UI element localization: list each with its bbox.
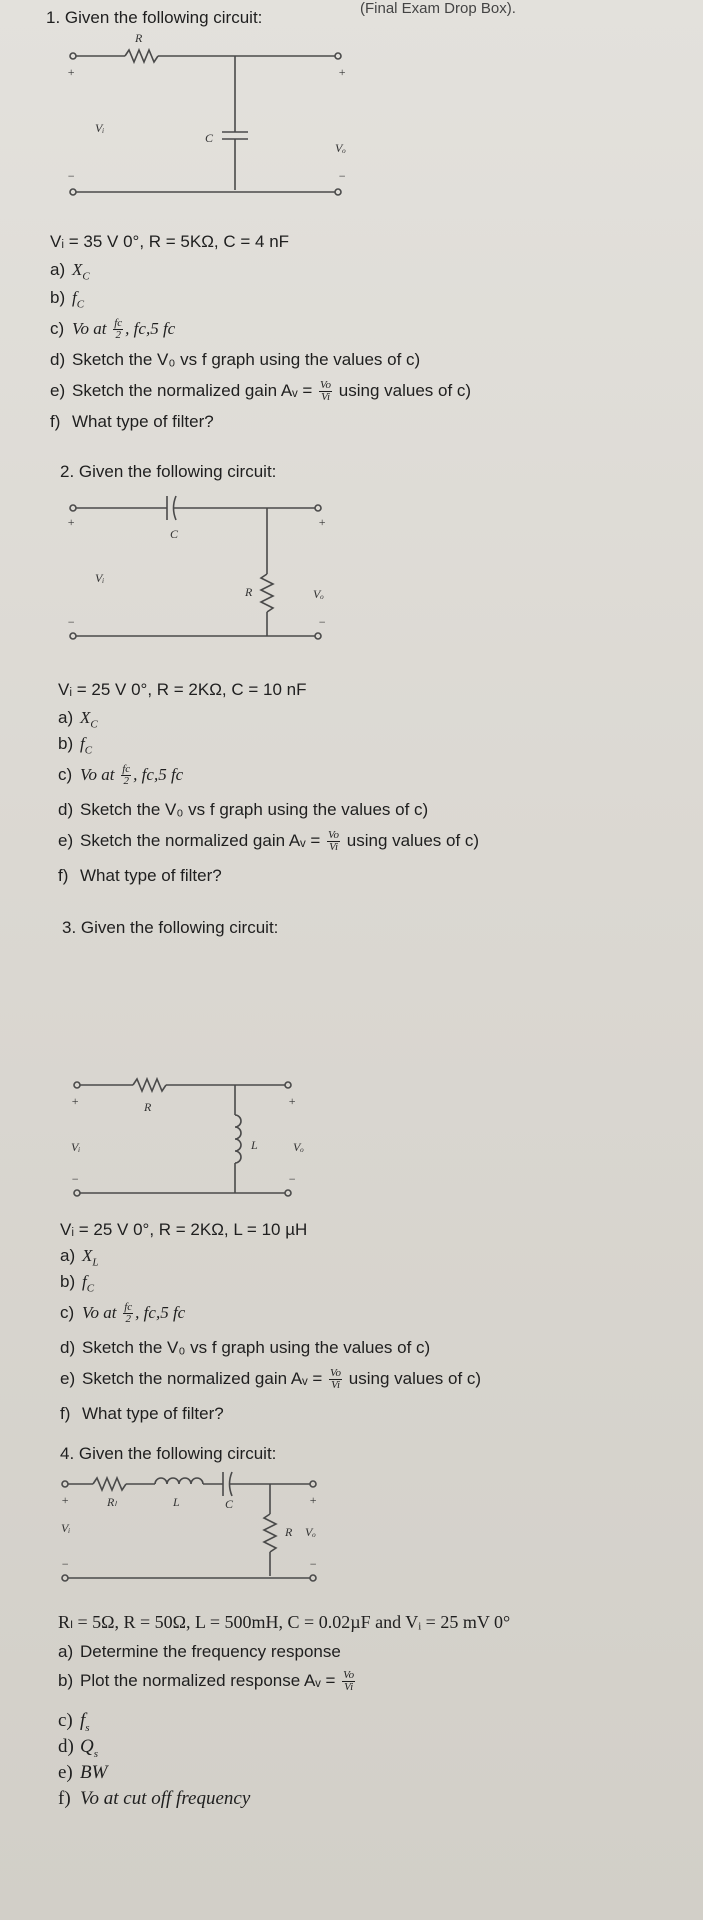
item-e: e) Sketch the normalized gain Aᵥ = $\frac{Vo}{Vi}$ using values of c) (50, 379, 472, 403)
svg-text:−: − (338, 169, 347, 183)
resistor-label: R (135, 31, 143, 45)
output-voltage-label: Vₒ (293, 1140, 304, 1154)
item-f: f) Vo at cut off frequency (58, 1788, 251, 1809)
circuit-diagram-rc-lowpass (55, 30, 375, 210)
circuit-diagram-rl (55, 1065, 335, 1215)
item-c: c) Vo at $\frac{fc}{2}$ , fc,5 fc (60, 1301, 186, 1325)
circuit-diagram-rc-highpass (55, 486, 345, 656)
output-voltage-label: Vₒ (313, 587, 324, 601)
question-title: Given the following circuit: (64, 8, 263, 27)
svg-text:+: + (309, 1493, 318, 1507)
svg-text:−: − (67, 169, 76, 183)
item-a: a) $X_L$ (60, 1246, 99, 1269)
inductor-symbol (155, 1478, 203, 1484)
output-voltage-label: Vₒ (305, 1525, 316, 1539)
item-d: d) $Q_s$ (58, 1736, 99, 1760)
resistor-symbol (261, 574, 273, 612)
input-voltage-label: Vᵢ (71, 1140, 81, 1154)
inductor-symbol (235, 1115, 241, 1163)
svg-text:+: + (67, 515, 76, 529)
svg-text:+: + (288, 1094, 297, 1108)
inductor-label: L (251, 1138, 258, 1152)
item-b: b) Plot the normalized response Aᵥ = $\frac{Vo}{Vi}$ (58, 1669, 355, 1693)
question-number: 2. (60, 462, 75, 481)
resistor-label: R (285, 1525, 293, 1539)
svg-text:−: − (318, 615, 327, 629)
rl-resistor-symbol (93, 1478, 126, 1490)
capacitor-label: C (170, 527, 179, 541)
item-e: e) BW (58, 1762, 108, 1783)
item-c: c) Vo at $\frac{fc}{2}$ , fc,5 fc (50, 317, 176, 341)
given-values: Vᵢ = 25 V 0°, R = 2KΩ, C = 10 nF (58, 680, 307, 699)
item-f: f) What type of filter? (60, 1404, 224, 1423)
item-c: c) $f_s$ (58, 1710, 90, 1734)
question-number: 3. (62, 918, 77, 937)
svg-text:+: + (338, 65, 347, 79)
resistor-label: R (245, 585, 253, 599)
item-a: a) $X_C$ (58, 708, 98, 731)
question-number: 4. (60, 1444, 75, 1463)
question-title: Given the following circuit: (80, 918, 279, 937)
input-voltage-label: Vᵢ (95, 121, 105, 135)
rl-label: Rₗ (107, 1495, 117, 1509)
given-values: Vᵢ = 25 V 0°, R = 2KΩ, L = 10 µH (60, 1220, 308, 1239)
output-voltage-label: Vₒ (335, 141, 346, 155)
item-a: a) $X_C$ (50, 260, 90, 283)
item-b: b) $f_C$ (50, 288, 85, 311)
item-f: f) What type of filter? (50, 412, 214, 431)
item-e: e) Sketch the normalized gain Aᵥ = $\frac{Vo}{Vi}$ using values of c) (60, 1367, 482, 1391)
circuit-diagram-series-rlc (55, 1466, 345, 1596)
svg-text:−: − (67, 615, 76, 629)
svg-text:+: + (67, 65, 76, 79)
resistor-symbol (125, 50, 158, 62)
svg-text:−: − (61, 1557, 70, 1571)
item-b: b) $f_C$ (58, 734, 93, 757)
item-a: a) Determine the frequency response (58, 1642, 341, 1661)
svg-text:−: − (71, 1172, 80, 1186)
item-d: d) Sketch the V₀ vs f graph using the values of c) (58, 800, 429, 819)
item-f: f) What type of filter? (58, 866, 222, 885)
input-voltage-label: Vᵢ (95, 571, 105, 585)
item-e: e) Sketch the normalized gain Aᵥ = $\frac{Vo}{Vi}$ using values of c) (58, 829, 480, 853)
given-values: Vᵢ = 35 V 0°, R = 5KΩ, C = 4 nF (50, 232, 290, 251)
svg-text:+: + (61, 1493, 70, 1507)
header-fragment: (Final Exam Drop Box). (360, 0, 516, 17)
item-d: d) Sketch the V₀ vs f graph using the values of c) (60, 1338, 431, 1357)
item-d: d) Sketch the V₀ vs f graph using the values of c) (50, 350, 421, 369)
svg-text:−: − (309, 1557, 318, 1571)
resistor-symbol (133, 1079, 166, 1091)
svg-text:+: + (71, 1094, 80, 1108)
capacitor-label: C (205, 131, 214, 145)
given-values: Rₗ = 5Ω, R = 50Ω, L = 500mH, C = 0.02µF and Vᵢ = 25 mV 0° (58, 1612, 511, 1632)
item-c: c) Vo at $\frac{fc}{2}$ , fc,5 fc (58, 763, 184, 787)
inductor-label: L (173, 1495, 180, 1509)
item-b: b) $f_C$ (60, 1272, 95, 1295)
question-title: Given the following circuit: (78, 1444, 277, 1463)
svg-text:+: + (318, 515, 327, 529)
resistor-label: R (144, 1100, 152, 1114)
svg-text:−: − (288, 1172, 297, 1186)
question-number: 1. (46, 8, 61, 27)
question-title: Given the following circuit: (78, 462, 277, 481)
resistor-symbol (264, 1514, 276, 1552)
input-voltage-label: Vᵢ (61, 1521, 71, 1535)
capacitor-label: C (225, 1497, 234, 1511)
